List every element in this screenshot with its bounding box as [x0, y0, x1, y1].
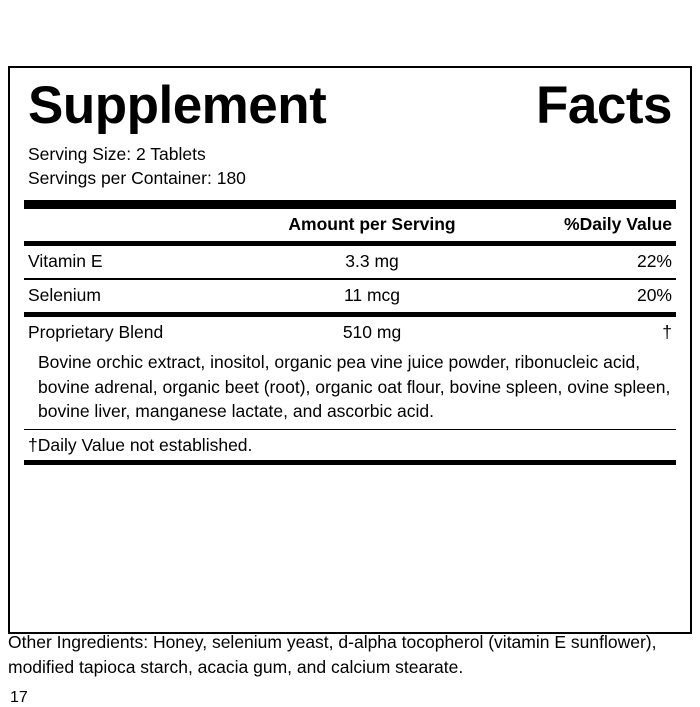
nutrient-amount: 3.3 mg [345, 251, 399, 272]
blend-name: Proprietary Blend [28, 321, 164, 342]
column-header-row [24, 209, 676, 241]
serving-info [24, 142, 676, 192]
table-row [24, 280, 676, 312]
page-number: 17 [10, 689, 28, 706]
nutrient-daily-value: 22% [636, 251, 672, 272]
other-ingredients: Other Ingredients: Honey, selenium yeast, d-alpha tocopherol (vitamin E sunflower), modified tapioca starch, acacia gum, and calcium stearate. [8, 632, 657, 677]
divider-thick-top [24, 200, 676, 209]
blend-ingredient-list: Bovine orchic extract, inositol, organic pea vine juice powder, ribonucleic acid, bovine adrenal, organic beet (root), organic oat flour, bovine spleen, ovine spleen, bovine liver, manganese lactate, and ascorbic acid. [38, 352, 671, 421]
panel-title [24, 78, 676, 134]
nutrient-name: Vitamin E [28, 251, 103, 272]
blend-daily-value: † [662, 321, 672, 342]
header-daily-value: %Daily Value [564, 214, 672, 235]
nutrient-amount: 11 mcg [343, 284, 401, 305]
nutrient-name: Selenium [28, 284, 101, 305]
proprietary-blend-row [24, 317, 676, 349]
divider-medium-bottom [24, 460, 676, 465]
serving-size: Serving Size: 2 Tablets [28, 143, 206, 164]
nutrient-daily-value: 20% [636, 284, 672, 305]
daily-value-footnote: †Daily Value not established. [28, 435, 253, 456]
servings-per-container: Servings per Container: 180 [28, 168, 246, 189]
header-amount-per-serving: Amount per Serving [288, 214, 456, 235]
title-facts: Facts [536, 76, 672, 135]
table-row [24, 246, 676, 278]
title-supplement: Supplement [28, 76, 327, 135]
footer-block [0, 630, 700, 679]
blend-amount: 510 mg [342, 321, 402, 342]
supplement-facts-panel [8, 66, 692, 634]
